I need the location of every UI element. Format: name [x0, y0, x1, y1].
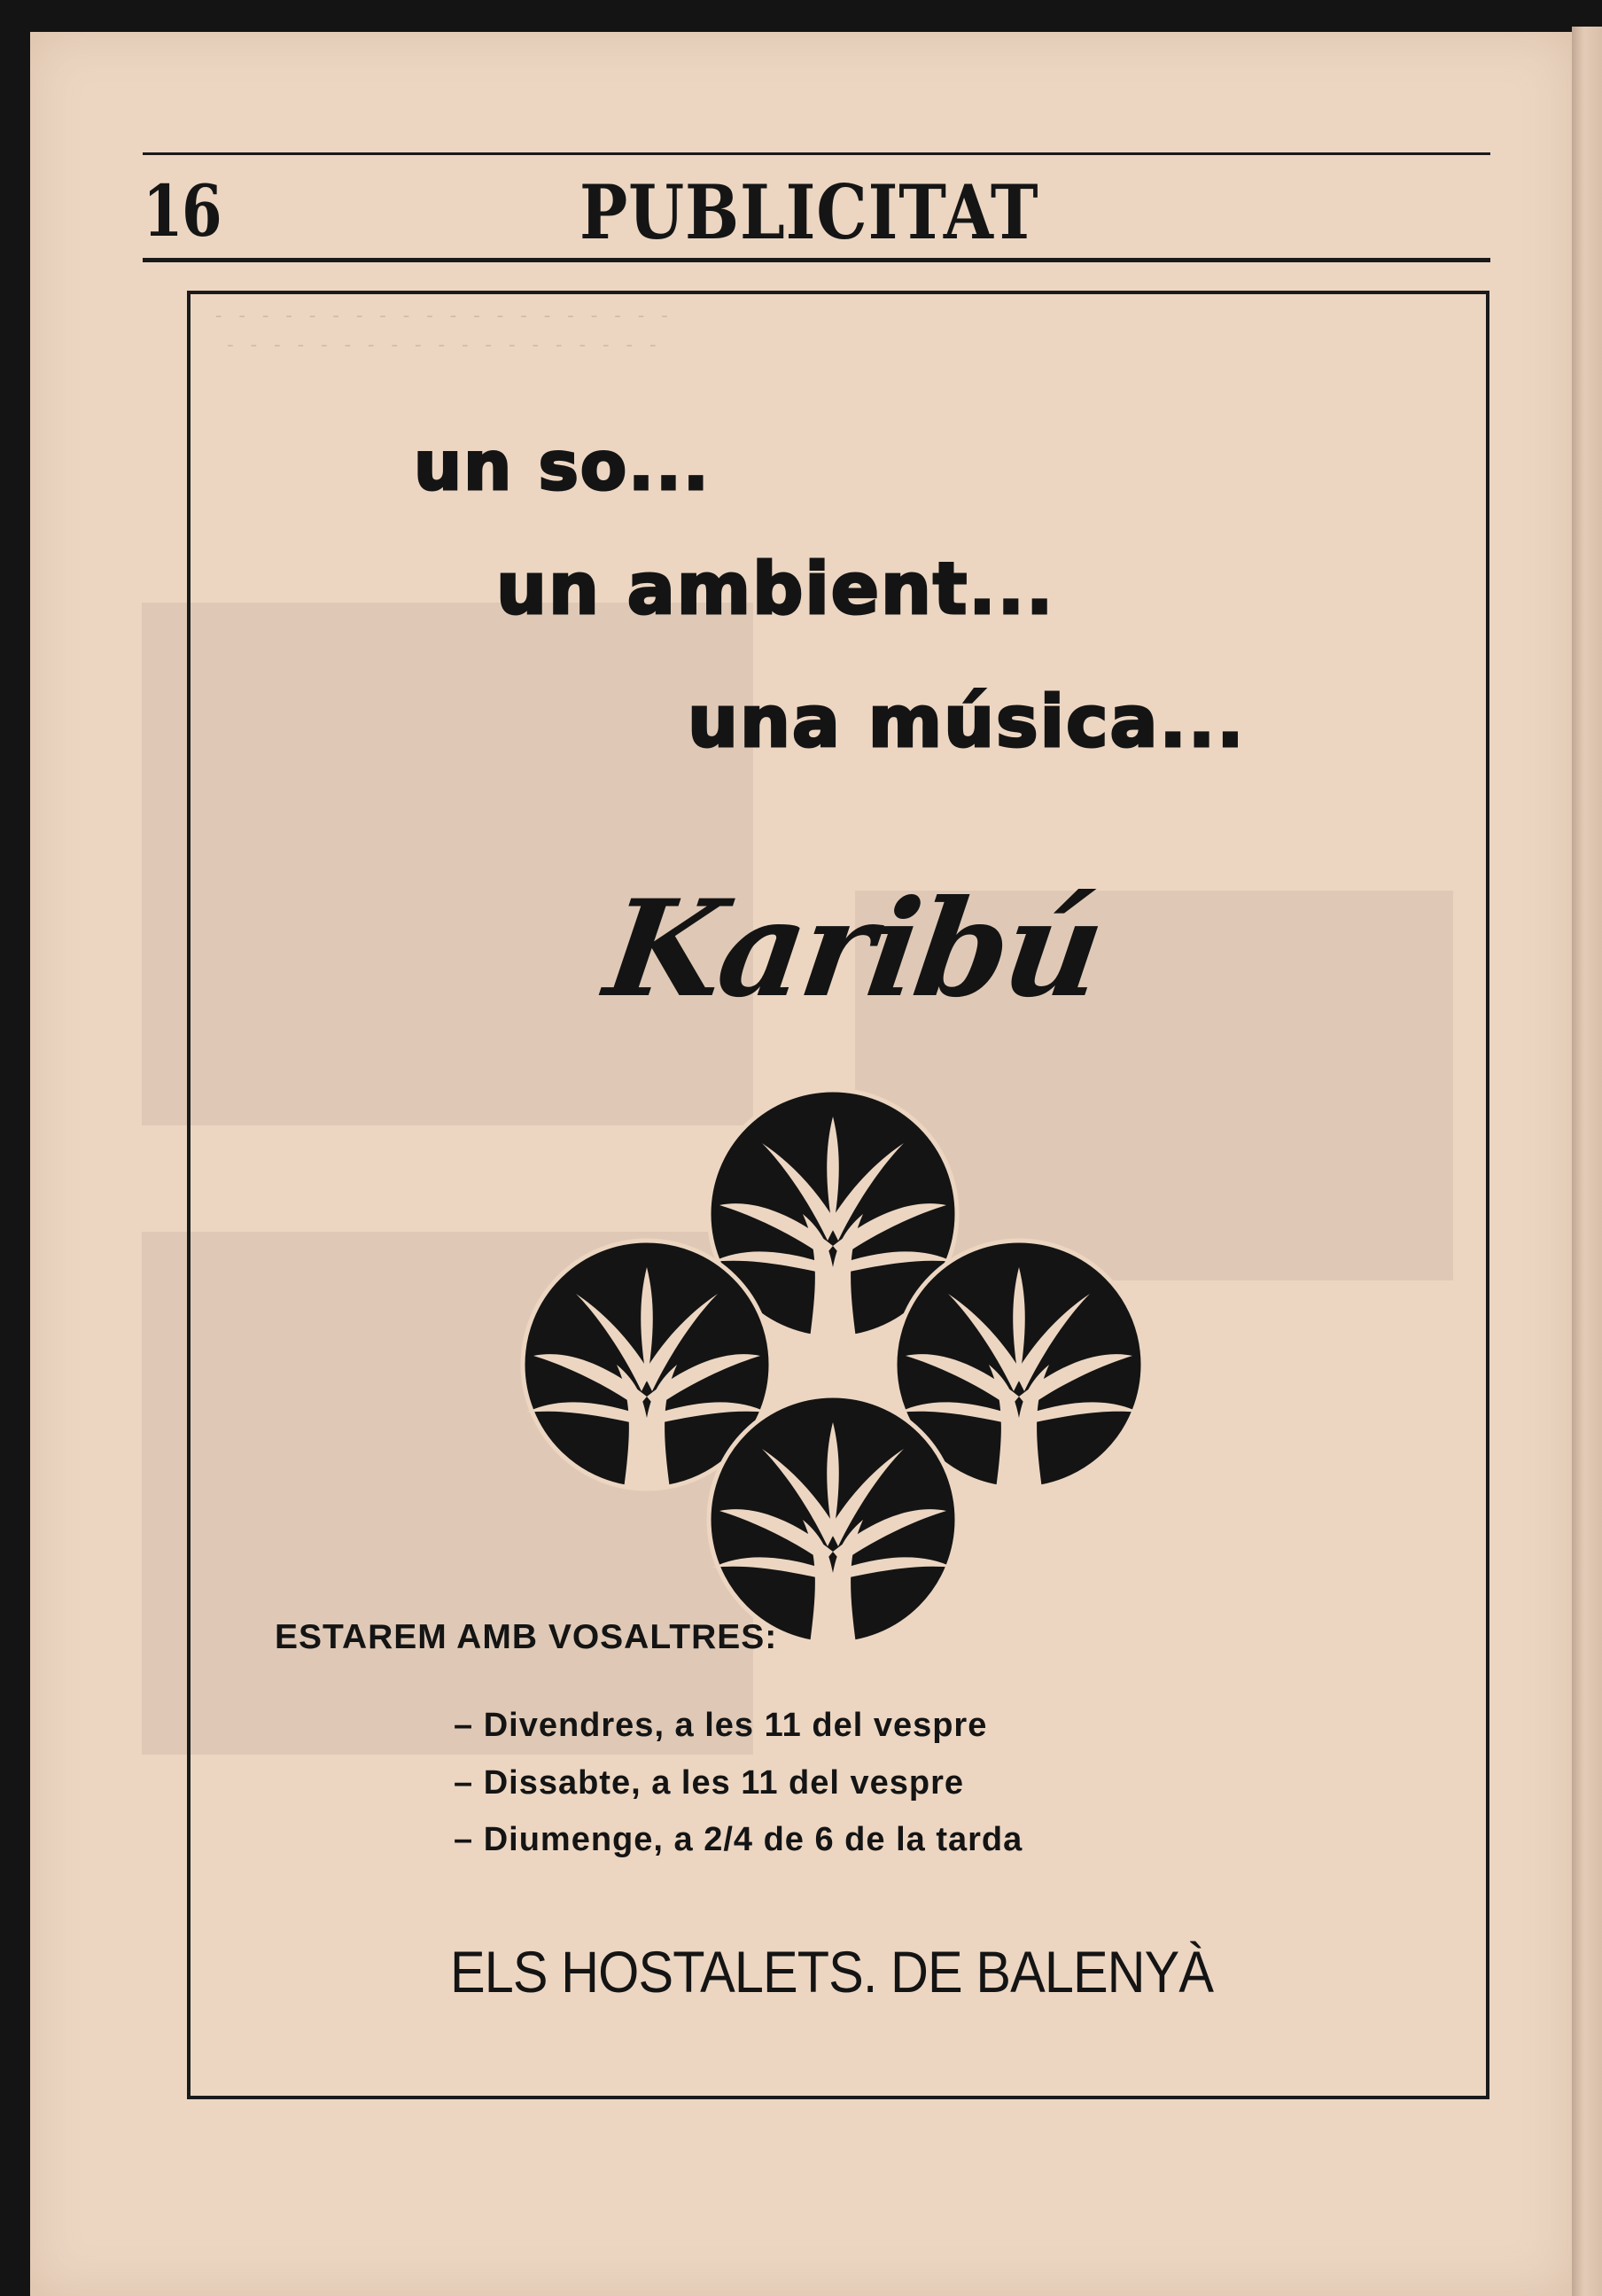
adjacent-page-edge: [1572, 27, 1602, 2296]
four-palm-circles-logo-icon: [478, 1068, 1187, 1670]
schedule-sunday: – Diumenge, a 2/4 de 6 de la tarda: [454, 1821, 1023, 1858]
header-top-rule: [143, 152, 1490, 155]
slogan-line-3: una música...: [688, 681, 1246, 763]
page-number: 16: [143, 169, 222, 253]
show-through-text: - - - - - - - - - - - - - - - - - - - - - - - - - - - - - - - - - - - - - - -: [213, 305, 671, 356]
slogan-line-1: un so...: [414, 426, 711, 505]
header-bottom-rule: [143, 258, 1490, 262]
schedule-friday: – Divendres, a les 11 del vespre: [454, 1707, 988, 1744]
venue-location: ELS HOSTALETS. DE BALENYÀ: [450, 1939, 1214, 2004]
section-title: PUBLICITAT: [579, 168, 1039, 256]
schedule-heading: ESTAREM AMB VOSALTRES:: [275, 1618, 778, 1656]
brand-name: Karibú: [597, 871, 1110, 1027]
slogan-line-2: un ambient...: [496, 548, 1055, 630]
schedule-saturday: – Dissabte, a les 11 del vespre: [454, 1764, 965, 1802]
